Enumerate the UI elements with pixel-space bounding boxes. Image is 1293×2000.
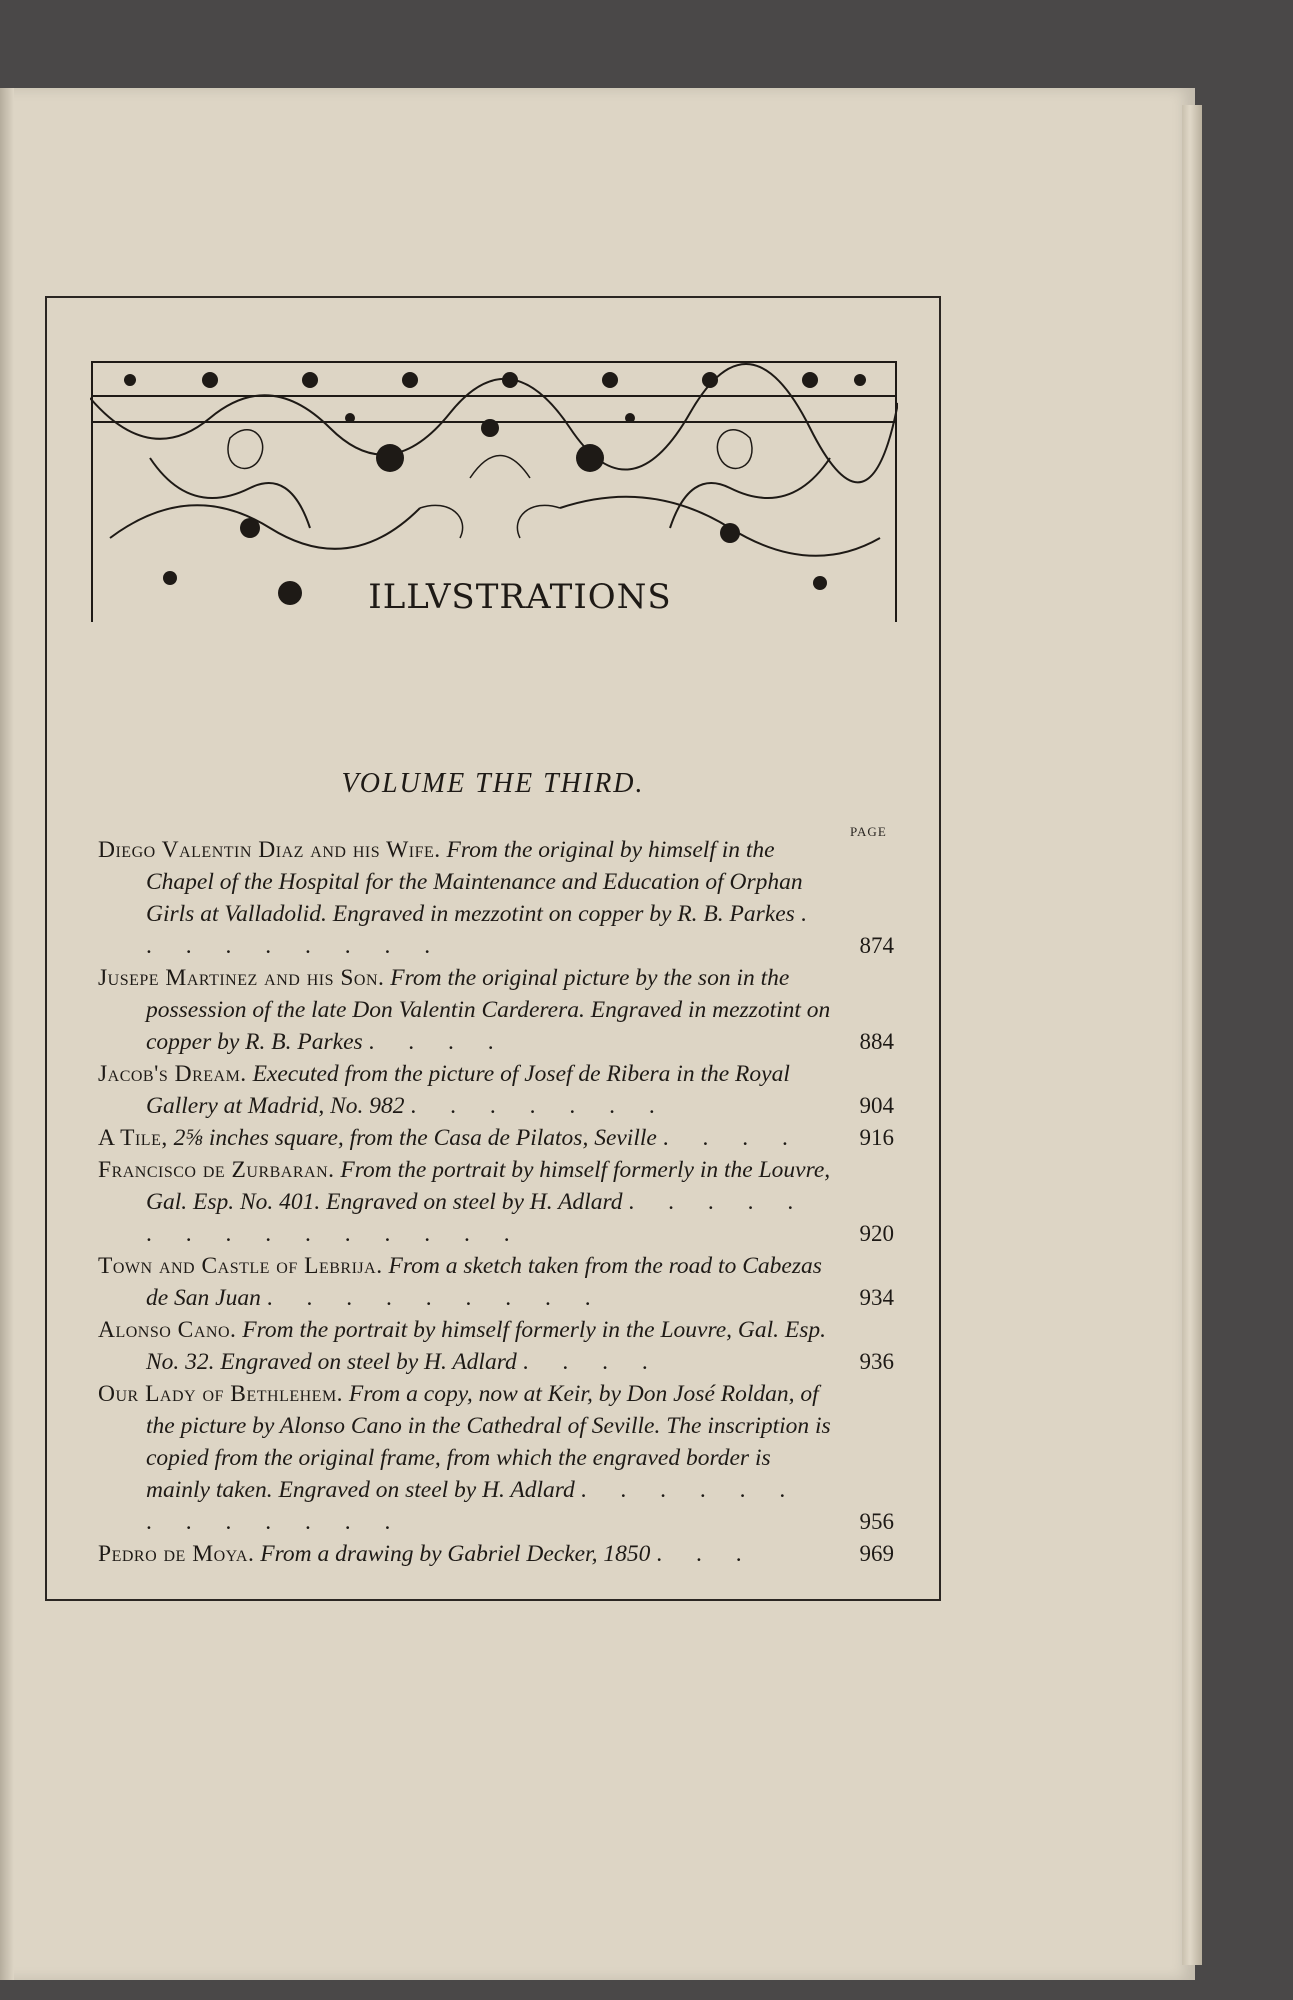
list-item: A Tile, 2⅝ inches square, from the Casa de Pilatos, Seville . . . . 916 — [98, 1122, 894, 1154]
page-number: 884 — [859, 1029, 894, 1054]
page-number: 969 — [859, 1541, 894, 1566]
list-item: Pedro de Moya. From a drawing by Gabriel Decker, 1850 . . . 969 — [98, 1538, 894, 1570]
page-column-label: PAGE — [850, 824, 887, 839]
page-number: 920 — [859, 1221, 894, 1246]
list-item: Francisco de Zurbaran. From the portrait by himself formerly in the Louvre, Gal. Esp. No. 401. Engraved on steel by H. Adlard . . . . . . . . . . . . . . . 920 — [98, 1154, 894, 1250]
illustrations-list — [98, 834, 894, 1570]
list-item: Diego Valentin Diaz and his Wife. From the original by himself in the Chapel of the Hospital for the Maintenance and Education of Orphan Girls at Valladolid. Engraved in mezzotint on copper by R. B. Parkes . . . . . . . . . 874 — [98, 834, 894, 962]
illustrations-heading: ILLVSTRATIONS — [330, 577, 710, 617]
list-item: Jacob's Dream. Executed from the picture of Josef de Ribera in the Royal Gallery at Madrid, No. 982 . . . . . . . 904 — [98, 1058, 894, 1122]
list-item: Our Lady of Bethlehem. From a copy, now at Keir, by Don José Roldan, of the picture by Alonso Cano in the Cathedral of Seville. The inscription is copied from the original frame, from which the engraved border is mainly taken. Engraved on steel by H. Adlard . . . . . . . . . . . . . 956 — [98, 1378, 894, 1538]
list-item: Jusepe Martinez and his Son. From the original picture by the son in the possession of the late Don Valentin Carderera. Engraved in mezzotint on copper by R. B. Parkes . . . . 884 — [98, 962, 894, 1058]
page-number: 874 — [859, 933, 894, 958]
volume-title: VOLUME THE THIRD. — [341, 768, 645, 799]
page-gutter — [0, 88, 14, 1980]
list-item: Town and Castle of Lebrija. From a sketch taken from the road to Cabezas de San Juan . . . . . . . . . 934 — [98, 1250, 894, 1314]
page-number: 956 — [859, 1509, 894, 1534]
page-number: 904 — [859, 1093, 894, 1118]
page-number: 916 — [859, 1125, 894, 1150]
page-number: 934 — [859, 1285, 894, 1310]
list-item: Alonso Cano. From the portrait by himself formerly in the Louvre, Gal. Esp. No. 32. Engraved on steel by H. Adlard . . . . 936 — [98, 1314, 894, 1378]
page-number: 936 — [859, 1349, 894, 1374]
page-edge — [1182, 105, 1202, 1965]
